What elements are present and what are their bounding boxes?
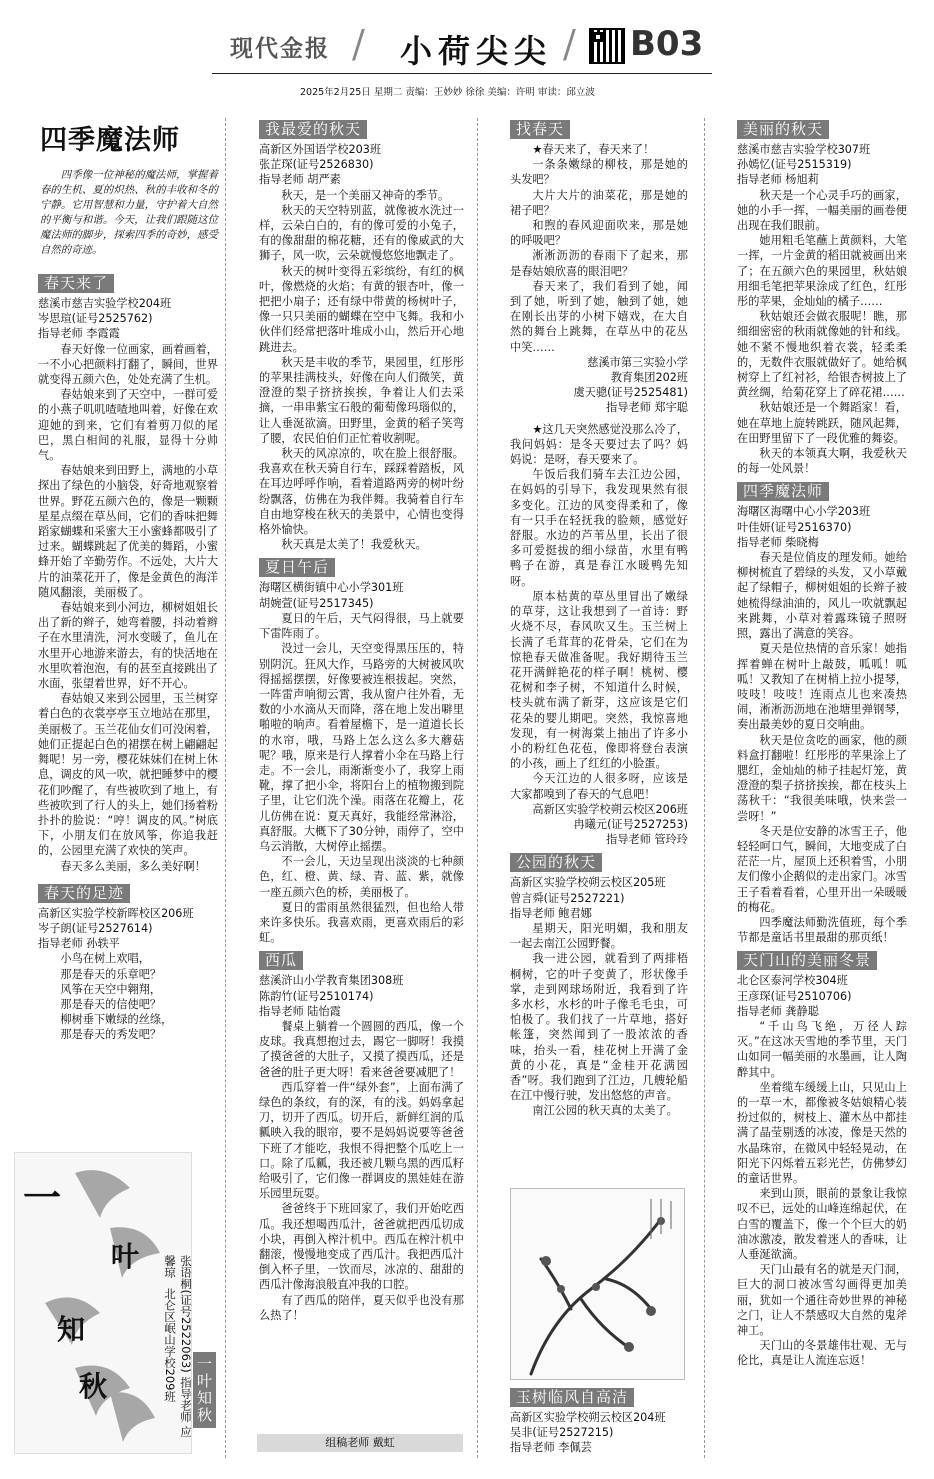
article-heading: 玉树临风自高洁 — [510, 1388, 634, 1407]
article-heading: 公园的秋天 — [510, 853, 602, 872]
painting-caption-school: 北仑区岷山学校209班 — [163, 1287, 177, 1402]
author: 张芷琛(证号2526830) — [259, 158, 374, 172]
column-3-bottom — [510, 1384, 688, 1456]
paragraph: 夏天是位热情的音乐家！她指挥着蝉在树叶上敲鼓，呱呱！呱呱！又教知了在树梢上拉小提琴，吱吱！吱吱！连雨点儿也来凑热闹，淅淅沥沥地在池塘里弹钢琴，奏出最美妙的夏日交响曲。 — [737, 642, 907, 732]
author: 叶佳妍(证号2516370) — [737, 520, 852, 534]
paragraph: 淅淅沥沥的春雨下了起来，那是春姑娘欣喜的眼泪吧？ — [510, 249, 688, 278]
paragraph: 来到山顶，眼前的景象让我惊叹不已，远处的山峰连绵起伏，在白雪的覆盖下，像一个个巨大的奶油冰激凌，散发着迷人的香味，让人垂涎欲滴。 — [737, 1187, 907, 1262]
paragraph: ★这几天突然感觉没那么冷了，我问妈妈：是冬天要过去了吗？妈妈说：是呀，春天要来了。 — [510, 422, 688, 467]
section-title: 小荷尖尖 — [400, 32, 553, 70]
author: 吴非(证号2527215) — [510, 1426, 614, 1440]
author: 王彦琛(证号2510706) — [737, 989, 852, 1003]
article-heading: 夏日午后 — [259, 558, 335, 577]
teacher: 指导老师 孙轶平 — [38, 937, 120, 951]
school: 高新区外国语学校203班 — [259, 143, 382, 156]
school: 高新区实验学校新晖校区206班 — [38, 906, 194, 920]
school: 慈溪浒山小学教育集团308班 — [259, 974, 404, 988]
school: 慈溪市慈吉实验学校204班 — [38, 297, 172, 310]
school: 海曙区横街镇中心小学301班 — [259, 581, 404, 595]
paragraph: 冬天是位安静的冰雪王子，他轻轻呵口气，瞬间，大地变成了白茫茫一片，屋顶上还积着雪，小朋友们像小企鹅似的走出家门。冰雪王子看着看着，心里开出一朵暖暖的梅花。 — [737, 824, 907, 914]
paragraph: 我一进公园，就看到了两排梧桐树，它的叶子变黄了，形状像手掌，走到网球场附近，我看到了许多水杉，水杉的叶子像毛毛虫，可怕极了。我们找了一片草地，搭好帐篷，突然闻到了一股浓浓的香味，抬头一看，桂花树上开满了金黄的小花，真是“金桂开花满园香”呀。我们跑到了江边，几艘轮船在江中慢行驶，发出悠悠的声音。 — [510, 952, 688, 1103]
painting-char: 知 — [57, 1313, 86, 1346]
signature: 指导老师 郑宇聪 — [606, 401, 688, 415]
paragraph: 天门山最有名的就是天门洞，巨大的洞口被冰雪勾画得更加美丽，犹如一个通往奇妙世界的神秘之门，让人不禁感叹大自然的鬼斧神工。 — [737, 1263, 907, 1338]
paragraph: 餐桌上躺着一个圆圆的西瓜，像一个皮球。我真想抱过去，踢它一脚呀！我摸了摸爸爸的大肚子，又摸了摸西瓜，还是爸爸的肚子更大呀！看来爸爸要减肥了！ — [259, 1019, 464, 1079]
teacher: 指导老师 鲍君娜 — [510, 906, 592, 920]
article-heading: 春天的足迹 — [38, 884, 130, 903]
paragraph: 大片大片的油菜花，那是她的裙子吧？ — [510, 188, 688, 217]
editor-credit: 组稿老师 戴虹 — [257, 1434, 463, 1452]
painting-char: 叶 — [111, 1240, 140, 1273]
signature: 慈溪市第三实验小学 — [587, 355, 688, 369]
paragraph: ★春天来了，春天来了！ — [532, 143, 655, 156]
dateline: 2025年2月25日 星期二 责编：王妙妙 徐徐 美编：许明 审读：邱立波 — [300, 87, 595, 98]
paragraph: 秋天真是太美了！我爱秋天。 — [281, 538, 427, 552]
column-divider — [477, 118, 478, 1458]
column-2 — [259, 116, 464, 1323]
paragraph: 四季魔法师勤洗值班，每个季节都是童话书里最甜的那页纸！ — [737, 915, 907, 945]
paragraph: 有了西瓜的陪伴，夏天似乎也没有那么热了！ — [259, 1293, 464, 1322]
teacher: 指导老师 李霞霞 — [38, 327, 120, 341]
feature-intro: 四季像一位神秘的魔法师，掌握着春的生机、夏的炽热、秋的丰收和冬的宁静。它用智慧和力量，守护着大自然的平衡与和谐。今天，让我们跟随这位魔法师的脚步，探索四季的奇妙，感受自然的奇迹。 — [40, 169, 218, 256]
painting-caption — [162, 1255, 194, 1445]
article-heading: 我最爱的秋天 — [259, 120, 367, 139]
column-divider — [704, 118, 705, 1458]
page-number: B03 — [630, 24, 704, 64]
paragraph: 南江公园的秋天真的太美了。 — [532, 1104, 678, 1118]
school: 慈溪市慈吉实验学校307班 — [737, 143, 871, 156]
paragraph: 夏日的雷雨虽然很猛烈，但也给人带来许多快乐。我喜欢雨，更喜欢雨后的彩虹。 — [259, 900, 464, 945]
article-heading: 西瓜 — [259, 951, 303, 970]
school: 海曙区海曙中心小学203班 — [737, 505, 871, 519]
paragraph: 秋姑娘还是一个舞蹈家！看，她在草地上旋转跳跃，随风起舞，在田野里留下了一段优雅的舞姿。 — [737, 401, 907, 445]
author: 曾言舜(证号2527221) — [510, 891, 625, 905]
paragraph: 春天来了，我们看到了她，闻到了她，听到了她，触到了她，她在刚长出芽的小树下嬉戏，在大自然的舞台上跳舞，在草丛中的花丛中笑…… — [510, 279, 688, 354]
paragraph: 秋天是丰收的季节，果园里，红彤彤的苹果挂满枝头，好像在向人们微笑，黄澄澄的梨子挤挤挨挨，争着让人们去采摘，一串串紫宝石般的葡萄像玛瑙似的，让人垂涎欲滴。田野里，金黄的稻子笑弯了腰，农民伯伯们正忙着收割呢。 — [259, 355, 464, 445]
paragraph: 秋天是位贪吃的画家，他的颜料盒打翻啦！红彤彤的苹果涂上了腮红，金灿灿的柿子挂起灯笼，黄澄澄的梨子挤挤挨挨，都在枝头上荡秋千：“我很美味哦，快来尝一尝呀！” — [737, 733, 907, 823]
paragraph: 春姑娘来到小河边，柳树姐姐长出了新的辫子，她弯着腰，抖动着辫子在水里清洗，河水变暖了，鱼儿在水里开心地游来游去，有的快活地在水里吹着泡泡，有的甚至直接跳出了水面，张望着世界，好不开心。 — [38, 601, 218, 691]
paragraph: 没过一会儿，天空变得黑压压的，特别阴沉。狂风大作，马路旁的大树被风吹得摇摇摆摆，好像要被连根拔起。突然，一阵雷声响彻云霄，我从窗户往外看，无数的小水滴从天而降，落在地上发出噼里啪啦的响声。看着屋檐下，是一道道长长的水帘，哦，马路上怎么这么多大蘑菇呢？哦，原来是行人撑着小伞在马路上行走。不一会儿，雨渐渐变小了，我穿上雨靴，撑了把小伞，将阳台上的植物搬到院子里，让它们洗个澡。雨落在花瓣上，花儿仿佛在说：夏天真好，我能经常淋浴，真舒服。大概下了30分钟，雨停了，空中乌云消散，大树停止摇摆。 — [259, 642, 464, 853]
column-3 — [510, 116, 688, 1119]
author: 岑子朗(证号2527614) — [38, 921, 153, 935]
signature: 虞天骢(证号2525481) — [573, 386, 688, 400]
paragraph: 坐着缆车缓缓上山，只见山上的一草一木，都像被冬姑娘精心装扮过似的，树枝上、灌木丛中都挂满了晶莹剔透的冰凌，像是天然的水晶珠帘，在微风中轻轻晃动，在阳光下闪烁着五彩光芒，仿佛梦幻的童话世界。 — [737, 1080, 907, 1185]
school: 高新区实验学校朔云校区204班 — [510, 1411, 666, 1424]
paragraph: 秋天的本领真大啊，我爱秋天的每一处风景！ — [737, 447, 907, 476]
painting-caption-author: 张语桐(证号2522063) 指导老师 应馨琼 — [163, 1255, 193, 1438]
teacher: 指导老师 胡严素 — [259, 173, 341, 187]
school: 北仑区泰河学校304班 — [737, 974, 848, 988]
signature: 冉曦元(证号2527253) — [573, 817, 688, 831]
teacher: 指导老师 柴晓梅 — [737, 535, 819, 549]
paragraph: 今天江边的人很多呀，应该是大家都嗅到了春天的气息吧！ — [510, 772, 688, 801]
poem-line: 那是春天的乐章吧？ — [60, 967, 162, 981]
teacher: 指导老师 陆怡霞 — [259, 1004, 341, 1018]
teacher: 指导老师 杨旭莉 — [737, 173, 819, 187]
painting-char: 秋 — [79, 1370, 108, 1403]
masthead-divider: / — [563, 22, 576, 66]
article-heading: 找春天 — [510, 120, 570, 139]
paragraph: 一条条嫩绿的柳枝，那是她的头发吧？ — [510, 158, 688, 187]
paragraph: 秋天是一个心灵手巧的画家，她的小手一挥，一幅美丽的画卷便出现在我们眼前。 — [737, 188, 907, 233]
ink-plum-drawing — [510, 1188, 685, 1380]
paragraph: 秋姑娘还会做衣服呢！瞧，那细细密密的秋雨就像她的针和线。她不紧不慢地织着衣裳，轻柔柔的，无数件衣服就做好了。她给枫树穿上了红衬衫，给银杏树披上了黄丝绸，给菊花穿上了碎花裙…… — [737, 310, 907, 400]
paragraph: 秋天的天空特别蓝，就像被水洗过一样，云朵白白的，有的像可爱的小兔子，有的像甜甜的棉花糖，还有的像威武的大狮子，风一吹，云朵就慢悠悠地飘走了。 — [259, 203, 464, 263]
paragraph: 和煦的春风迎面吹来，那是她的呼吸吧？ — [510, 219, 688, 248]
article-heading: 天门山的美丽冬景 — [737, 951, 877, 970]
signature: 教育集团202班 — [610, 371, 688, 385]
qr-code-icon[interactable] — [589, 28, 625, 64]
paragraph: 不一会儿，天边呈现出淡淡的七种颜色，红、橙、黄、绿、青、蓝、紫，就像一座五颜六色的桥，美丽极了。 — [259, 855, 464, 899]
paragraph: 秋天，是一个美丽又神奇的季节。 — [281, 188, 450, 202]
signature: 指导老师 管玲玲 — [606, 833, 688, 847]
paragraph: 午饭后我们骑车去江边公园，在妈妈的引导下，我发现果然有很多变化。江边的风变得柔和了，像有一只手在轻抚我的脸颊，感觉好舒服。水边的芦苇丛里，长出了很多可爱挺拔的细小绿苗，水里有鸭鸭子在游，真是春江水暖鸭先知呀。 — [510, 468, 688, 588]
feature-title: 四季魔法师 — [40, 125, 180, 156]
author: 岑思瑄(证号2525762) — [38, 312, 153, 326]
paragraph: “千山鸟飞绝，万径人踪灭。”在这冰天雪地的季节里，天门山如同一幅美丽的水墨画，让人陶醉其中。 — [737, 1019, 907, 1079]
paper-name: 现代金报 — [230, 36, 330, 62]
author: 胡婉萱(证号2517345) — [259, 596, 374, 610]
masthead-rule — [212, 73, 712, 74]
plum-branch-illustration — [511, 1189, 684, 1379]
article-heading: 春天来了 — [38, 274, 114, 293]
paragraph: 原本枯黄的草丛里冒出了嫩绿的草芽，这让我想到了一首诗：野火烧不尽，春风吹又生。玉兰树上长满了毛茸茸的花骨朵，它们在为惊艳春天做准备呢。我好期待玉兰花开满鲜艳花的样子啊！桃树、樱花树和李子树，不知道什么时候，枝头就布满了新芽，这应该是它们花朵的婴儿期吧。突然，我惊喜地发现，有一树海棠上抽出了许多小小的粉红色花苞，像即将登台表演的小孩，画上了红红的小脸蛋。 — [510, 589, 688, 771]
author: 陈韵竹(证号2510174) — [259, 989, 374, 1003]
paragraph: 春天多么美丽，多么美好啊！ — [60, 859, 206, 873]
poem-line: 小鸟在树上欢唱， — [60, 952, 150, 966]
paragraph: 爸爸终于下班回家了，我们开始吃西瓜。我还想喝西瓜汁，爸爸就把西瓜切成小块，再倒入榨汁机中。西瓜在榨汁机中翻滚，慢慢地变成了西瓜汁。我把西瓜汁倒入杯子里，一饮而尽，冰凉的、甜甜的西瓜汁像海浪般直冲我的口腔。 — [259, 1202, 464, 1292]
signature: 高新区实验学校朔云校区206班 — [532, 802, 688, 816]
painting-title-tag: 一叶知秋 — [193, 1352, 216, 1428]
paragraph: 秋天的风凉凉的，吹在脸上很舒服。我喜欢在秋天骑自行车，踩踩着踏板，风在耳边呼呼作响，看着道路两旁的树叶纷纷飘落，仿佛在为我伴舞。我骑着自行车自由地穿梭在秋天的美景中，心情也变得格外愉快。 — [259, 447, 464, 537]
article-heading: 美丽的秋天 — [737, 120, 829, 139]
paragraph: 她用粗毛笔蘸上黄颜料，大笔一挥，一片金黄的稻田就被画出来了；在五颜六色的果园里，秋姑娘用细毛笔把苹果涂成了红色，红彤彤的苹果，金灿灿的橘子…… — [737, 234, 907, 309]
column-1 — [38, 270, 218, 1043]
painting-char: 一 — [23, 1175, 62, 1220]
poem-line: 风筝在天空中翱翔， — [60, 982, 162, 996]
author: 孙嫣忆(证号2515319) — [737, 158, 852, 172]
poem-line: 柳树垂下嫩绿的丝绦， — [60, 1013, 173, 1027]
paragraph: 天门山的冬景雄伟壮观、无与伦比，真是让人流连忘返！ — [737, 1339, 907, 1368]
paragraph: 星期天，阳光明媚，我和朋友一起去南江公园野餐。 — [510, 921, 688, 951]
paragraph: 秋天的树叶变得五彩缤纷，有红的枫叶，像燃烧的火焰；有黄的银杏叶，像一把把小扇子；还有绿中带黄的杨树叶子，像一只只美丽的蝴蝶在空中飞舞。我和小伙伴们经常把落叶堆成小山，然后开心地跳进去。 — [259, 264, 464, 354]
poem-line: 那是春天的秀发吧？ — [60, 1028, 162, 1042]
paragraph: 春天好像一位画家，画着画着，一不小心把颜料打翻了，瞬间，世界就变得五颜六色，处处充满了生机。 — [38, 342, 218, 387]
teacher: 指导老师 李佩芸 — [510, 1441, 592, 1455]
paragraph: 春姑娘又来到公园里，玉兰树穿着白色的衣裳亭亭玉立地站在那里，美丽极了。玉兰花仙女们可没闲着，她们正提起白色的裙摆在树上翩翩起舞呢！另一旁，樱花妹妹们在树上休息，调皮的风一吹，就把睡梦中的樱花们吵醒了，有些被吹到了地上，有些被吹到了行人的头上，她们扬着粉扑扑的脸说：“哼！调皮的风。”树底下，小朋友们在放风筝，你追我赶的，公园里充满了欢快的笑声。 — [38, 692, 218, 858]
article-heading: 四季魔法师 — [737, 482, 829, 501]
paragraph: 西瓜穿着一件“绿外套”，上面布满了绿色的条纹，有的深，有的浅。妈妈拿起刀，切开了西瓜。切开后，新鲜红润的瓜瓤映入我的眼帘，要不是妈妈说要等爸爸下班了才能吃，我恨不得把整个瓜吃上一口。除了瓜瓤，我还被几颗乌黑的西瓜籽给吸引了，它们像一群调皮的黑娃娃在游乐园里玩耍。 — [259, 1080, 464, 1201]
teacher: 指导老师 龚静聪 — [737, 1004, 819, 1018]
column-4 — [737, 116, 907, 1369]
masthead-divider: / — [352, 22, 365, 66]
school: 高新区实验学校朔云校区205班 — [510, 876, 666, 890]
poem-line: 那是春天的信使吧？ — [60, 997, 162, 1011]
paragraph: 春天是位俏皮的理发师。她给柳树梳直了碧绿的头发，又小草戴起了绿帽子，柳树姐姐的长辫子被她梳得绿油油的，风儿一吹就飘起来跳舞，小草对着露珠镜子照呀照，露出了满意的笑容。 — [737, 551, 907, 641]
paragraph: 春姑娘来到田野上，满地的小草探出了绿色的小脑袋，好奇地观察着世界。野花五颜六色的，像是一颗颗星星点缀在草丛间，它们的香味把舞蹈家蝴蝶和采蜜大王小蜜蜂都吸引了过来。蝴蝶跳起了优美的舞蹈，小蜜蜂开始了辛勤劳作。不远处，大片大片的油菜花开了，像是金黄色的海洋随风翻滚，美丽极了。 — [38, 464, 218, 599]
column-divider — [225, 118, 226, 1458]
paragraph: 夏日的午后，天气闷得很，马上就要下雷阵雨了。 — [259, 611, 464, 641]
paragraph: 春姑娘来到了天空中，一群可爱的小燕子叽叽喳喳地叫着，好像在欢迎她的到来，它们有着剪刀似的尾巴，黑白相间的礼服，显得十分帅气。 — [38, 388, 218, 463]
